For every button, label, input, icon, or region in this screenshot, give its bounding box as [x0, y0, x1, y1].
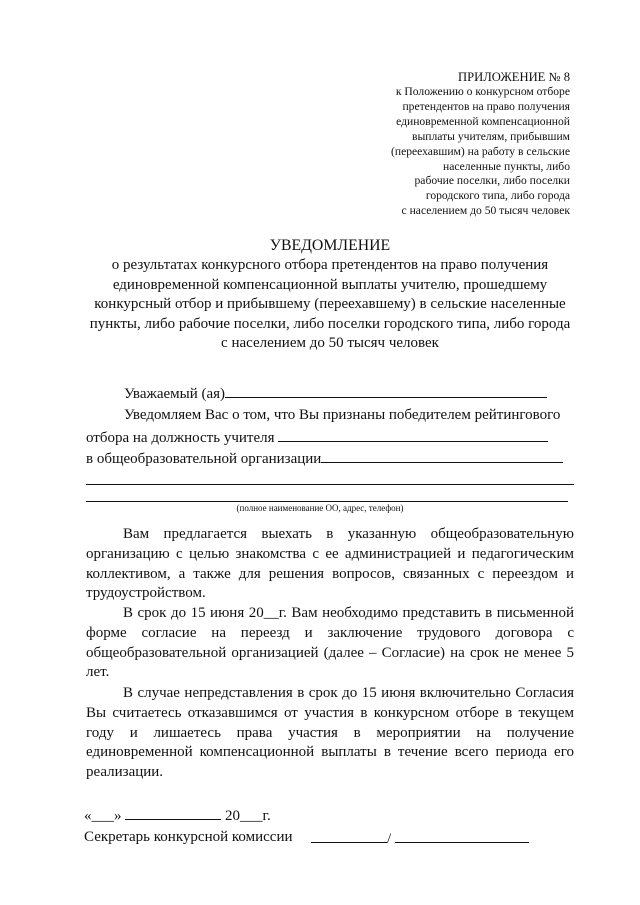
- subject-field[interactable]: [278, 427, 354, 442]
- paragraph-proposal-text: Вам предлагается выехать в указанную общеобразовательную организацию с целью знакомства с ее администрацией и педагогическим коллективом, а также для решения вопросов, связанных с переездом и трудоустройством.: [86, 526, 574, 602]
- paragraph-deadline-text: В срок до 15 июня 20__г. Вам необходимо представить в письменной форме согласие на переезд и заключение трудового договора с общеобразовательной организацией (далее – Согласие) на срок не менее 5 лет.: [86, 605, 574, 681]
- appendix-line: единовременной компенсационной: [396, 114, 570, 128]
- notice-subtitle-line: конкурсный отбор и прибывшему (переехавшему) в сельские населенные: [94, 296, 566, 312]
- notice-subtitle-line: пункты, либо рабочие поселки, либо поселки городского типа, либо города: [89, 315, 571, 332]
- organization-row: [86, 448, 563, 469]
- organization-field-part1[interactable]: [321, 448, 397, 463]
- secretary-name-field[interactable]: [395, 828, 529, 843]
- secretary-label: Секретарь конкурсной комиссии: [84, 829, 293, 845]
- notify-row: [124, 406, 560, 425]
- organization-caption: (полное наименование ОО, адрес, телефон): [236, 503, 404, 513]
- date-month-field[interactable]: [125, 805, 221, 820]
- appendix-line: городского типа, либо города: [425, 189, 570, 203]
- appendix-line: рабочие поселки, либо поселки: [414, 174, 570, 188]
- secretary-signature-field[interactable]: [311, 828, 387, 843]
- notice-title: УВЕДОМЛЕНИЕ: [269, 237, 391, 254]
- notice-subtitle-line: единовременной компенсационной выплаты учителю, прошедшему: [112, 276, 548, 293]
- organization-field-part2[interactable]: [397, 448, 563, 463]
- organization-blank-line-1[interactable]: [86, 484, 574, 485]
- position-row: [86, 427, 548, 448]
- paragraph-proposal: [86, 525, 574, 604]
- appendix-line: претендентов на право получения: [402, 99, 570, 113]
- signature-slash: /: [387, 831, 392, 847]
- notice-subtitle-line: о результатах конкурсного отбора претендентов на право получения: [111, 257, 549, 273]
- date-row: [84, 805, 271, 826]
- notice-subtitle-line: с населением до 50 тысяч человек: [221, 335, 439, 351]
- appendix-line: (переехавшим) на работу в сельские: [391, 144, 570, 158]
- notice-header: [80, 236, 580, 354]
- appendix-line: выплаты учителям, прибывшим: [412, 129, 570, 143]
- appendix-title: ПРИЛОЖЕНИЕ № 8: [458, 70, 570, 84]
- date-day: «___»: [84, 808, 122, 824]
- appendix-line: к Положению о конкурсном отборе: [395, 85, 570, 98]
- organization-label: в общеобразовательной организации: [86, 451, 322, 467]
- greeting-row: [124, 383, 547, 404]
- paragraph-deadline: [86, 604, 574, 683]
- position-label: отбора на должность учителя: [86, 430, 275, 446]
- appendix-line: с населением до 50 тысяч человек: [401, 204, 570, 218]
- organization-blank-line-2[interactable]: [86, 501, 568, 502]
- position-detail-field[interactable]: [354, 427, 548, 442]
- date-year: 20___г.: [225, 808, 271, 824]
- recipient-name-field[interactable]: [225, 383, 547, 398]
- secretary-signature: [311, 828, 529, 849]
- appendix-block: [320, 70, 570, 219]
- notify-text: Уведомляем Вас о том, что Вы признаны победителем рейтингового: [124, 407, 561, 423]
- appendix-line: населенные пункты, либо: [443, 159, 570, 173]
- paragraph-refusal: [86, 684, 574, 783]
- secretary-row: [84, 828, 293, 847]
- greeting-label: Уважаемый (ая): [124, 386, 226, 402]
- paragraph-refusal-text: В случае непредставления в срок до 15 июня включительно Согласия Вы считаетесь отказавшимся от участия в конкурсном отборе в текущем году и лишаетесь права участия в мероприятии на получение единовременной компенсационной выплаты в течение всего периода его реализации.: [86, 685, 574, 781]
